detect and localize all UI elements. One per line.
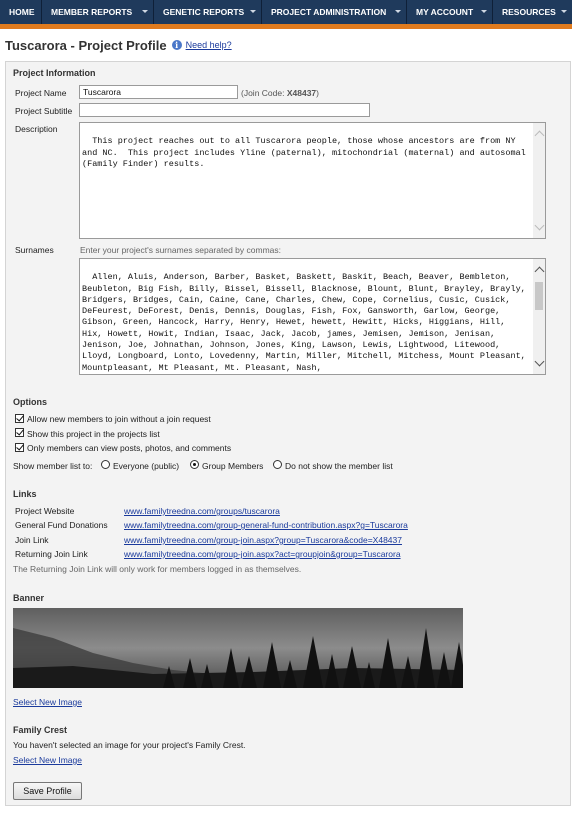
scroll-up-icon[interactable] [535, 131, 545, 141]
forest-banner-graphic [13, 608, 463, 688]
link-label-join: Join Link [15, 535, 49, 545]
scroll-down-icon[interactable] [535, 357, 545, 367]
crest-select-image-link[interactable]: Select New Image [13, 755, 82, 765]
project-subtitle-input[interactable] [79, 103, 370, 117]
save-profile-button[interactable]: Save Profile [13, 782, 82, 800]
allow-join-checkbox[interactable] [15, 414, 24, 423]
dropdown-arrow-icon [250, 10, 256, 13]
options-heading: Options [13, 397, 47, 407]
nav-project-administration-label: PROJECT ADMINISTRATION [271, 7, 387, 17]
nav-resources-label: RESOURCES [502, 7, 556, 17]
surnames-label: Surnames [15, 245, 54, 255]
project-name-input[interactable]: Tuscarora [79, 85, 238, 99]
description-textarea[interactable] [79, 122, 546, 239]
members-only-checkbox[interactable] [15, 443, 24, 452]
top-nav [0, 0, 572, 24]
banner-heading: Banner [13, 593, 45, 603]
nav-accent-strip [0, 24, 572, 29]
radio-everyone[interactable] [101, 460, 110, 469]
family-crest-heading: Family Crest [13, 725, 68, 735]
radio-hide-list-label: Do not show the member list [285, 461, 393, 471]
join-code-suffix: ) [316, 88, 319, 98]
dropdown-arrow-icon [142, 10, 148, 13]
links-heading: Links [13, 489, 37, 499]
members-only-label: Only members can view posts, photos, and comments [27, 443, 232, 453]
scroll-up-icon[interactable] [535, 267, 545, 277]
surnames-hint: Enter your project's surnames separated by commas: [80, 245, 281, 255]
allow-join-label: Allow new members to join without a join request [27, 414, 211, 424]
show-in-list-checkbox[interactable] [15, 428, 24, 437]
scroll-down-icon[interactable] [535, 221, 545, 231]
nav-home[interactable] [0, 0, 42, 24]
nav-home-label: HOME [9, 7, 35, 17]
nav-resources[interactable] [493, 0, 572, 24]
link-label-general-fund: General Fund Donations [15, 520, 108, 530]
join-code-prefix: (Join Code: [241, 88, 287, 98]
checkmark-icon [16, 414, 24, 422]
nav-member-reports[interactable] [42, 0, 154, 24]
member-list-label: Show member list to: [13, 461, 93, 471]
description-text: This project reaches out to all Tuscarora people, those whose ancestors are from NY and NC. This project includes Yline (paternal), mitochondrial (maternal) and autosomal (Family Finder) results. [82, 136, 531, 169]
returning-link-note: The Returning Join Link will only work for members logged in as themselves. [13, 564, 302, 574]
need-help-link[interactable]: Need help? [185, 40, 232, 50]
info-icon: i [172, 40, 182, 50]
join-link[interactable]: www.familytreedna.com/group-join.aspx?group=Tuscarora&code=X48437 [124, 535, 402, 545]
nav-member-reports-label: MEMBER REPORTS [51, 7, 133, 17]
project-website-link[interactable]: www.familytreedna.com/groups/tuscarora [124, 506, 280, 516]
checkmark-icon [16, 428, 24, 436]
family-crest-text: You haven't selected an image for your project's Family Crest. [13, 740, 246, 750]
page-title: Tuscarora - Project Profile [5, 37, 167, 53]
banner-image [13, 608, 463, 688]
nav-genetic-reports[interactable] [154, 0, 262, 24]
dropdown-arrow-icon [561, 10, 567, 13]
link-label-project-website: Project Website [15, 506, 75, 516]
radio-everyone-label: Everyone (public) [113, 461, 180, 471]
radio-group-members[interactable] [190, 460, 199, 469]
link-label-returning-join: Returning Join Link [15, 549, 88, 559]
surnames-text: Allen, Aluis, Anderson, Barber, Basket, Baskett, Baskit, Beach, Beaver, Bembleton, Beubleton, Big Fish, Billy, Bissel, Bissell, Blacknose, Blount, Blunt, Brayley, Brayly, Bridgers, Bridges, Cain, Caine, Cane, Charles, Chew, Cope, Cornelius, Cusic, Cusick, DeFeurest, DeForest, Denis, Dennis, Douglas, Fish, Fox, Gansworth, Garlow, George, Gibson, Green, Hancock, Harry, Henry, Hewet, hewett, Hewitt, Hicks, Higgians, Hill, Hix, Howett, Howit, Indian, Isaac, Jack, Jacob, james, Jemisen, Jemison, Jenisan, Jenison, Joe, Johnathan, Johnson, Jones, King, Lawson, Lewis, Lightwood, Litewood, Lloyd, Longboard, Lonto, Lovedenny, Martin, Miller, Mitchell, Mitchess, Mount Pleasant, Mountpleasant, Mt Pleasant, Mt. Pleasant, Nash, [82, 272, 531, 373]
project-subtitle-label: Project Subtitle [15, 106, 73, 116]
join-code-value: X48437 [286, 88, 317, 98]
checkmark-icon [16, 443, 24, 451]
project-name-label: Project Name [15, 88, 67, 98]
returning-join-link[interactable]: www.familytreedna.com/group-join.aspx?act=groupjoin&group=Tuscarora [124, 549, 401, 559]
banner-select-image-link[interactable]: Select New Image [13, 697, 82, 707]
radio-group-members-label: Group Members [202, 461, 264, 471]
radio-hide-list[interactable] [273, 460, 282, 469]
radio-selected-dot [193, 463, 196, 466]
dropdown-arrow-icon [395, 10, 401, 13]
nav-genetic-reports-label: GENETIC REPORTS [163, 7, 245, 17]
page-header [5, 37, 232, 53]
project-information-heading: Project Information [13, 68, 96, 78]
general-fund-link[interactable]: www.familytreedna.com/group-general-fund-contribution.aspx?g=Tuscarora [124, 520, 408, 530]
surnames-scrollbar[interactable] [533, 259, 545, 374]
description-label: Description [15, 124, 58, 134]
nav-my-account-label: MY ACCOUNT [416, 7, 474, 17]
scrollbar-thumb[interactable] [535, 282, 543, 310]
nav-project-administration[interactable] [262, 0, 407, 24]
description-scrollbar[interactable] [533, 123, 545, 238]
dropdown-arrow-icon [481, 10, 487, 13]
join-code-text [241, 88, 319, 98]
show-in-list-label: Show this project in the projects list [27, 429, 160, 439]
surnames-textarea[interactable] [79, 258, 546, 375]
nav-my-account[interactable] [407, 0, 493, 24]
